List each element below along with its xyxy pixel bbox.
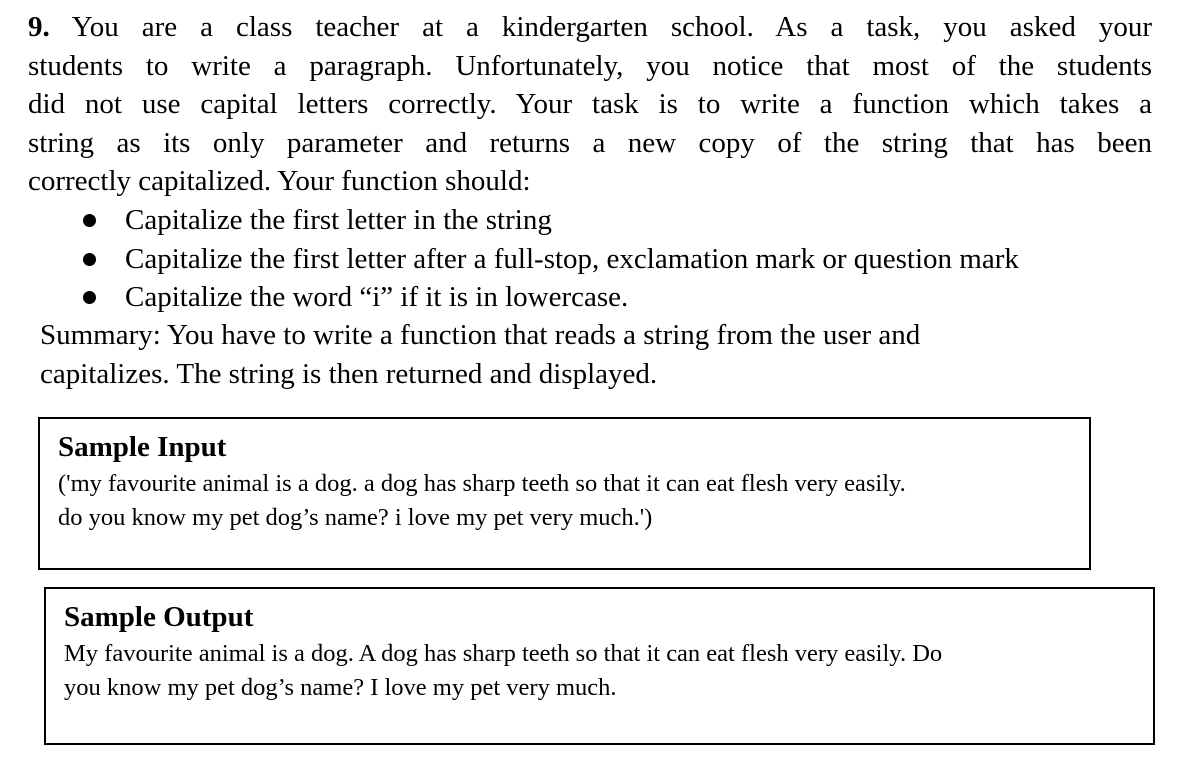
question-line: did not use capital letters correctly. Your task is to write a function which takes a (28, 88, 1152, 120)
sample-input-title: Sample Input (58, 431, 227, 463)
sample-input-box (38, 417, 1091, 570)
sample-input-line: ('my favourite animal is a dog. a dog has sharp teeth so that it can eat flesh very easily. (58, 470, 906, 497)
sample-input-text (58, 467, 1071, 535)
sample-output-line: My favourite animal is a dog. A dog has sharp teeth so that it can eat flesh very easily. Do (64, 640, 943, 667)
sample-output-line: you know my pet dog’s name? I love my pet very much. (64, 674, 617, 701)
sample-output-box (44, 587, 1155, 745)
question-line: correctly capitalized. Your function should: (28, 165, 531, 197)
summary-paragraph (40, 316, 1150, 393)
list-item: Capitalize the first letter after a full-stop, exclamation mark or question mark (80, 240, 1160, 279)
sample-output-text (64, 637, 1135, 705)
bullet-icon (83, 214, 96, 227)
sample-output-title: Sample Output (64, 601, 254, 633)
sample-input-line: do you know my pet dog’s name? i love my pet very much.') (58, 504, 653, 531)
summary-line: Summary: You have to write a function that reads a string from the user and (40, 319, 921, 351)
question-paragraph (28, 8, 1152, 201)
list-item: Capitalize the word “i” if it is in lowercase. (80, 278, 1160, 317)
question-line: students to write a paragraph. Unfortunately, you notice that most of the students (28, 49, 1152, 82)
summary-line: capitalizes. The string is then returned and displayed. (40, 357, 658, 390)
bullet-icon (83, 291, 96, 304)
question-number: 9. (28, 11, 50, 43)
requirements-list (80, 201, 1160, 317)
question-line: 9. You are a class teacher at a kindergarten school. As a task, you asked your (28, 11, 1152, 43)
bullet-icon (83, 253, 96, 266)
question-line: string as its only parameter and returns a new copy of the string that has been (28, 126, 1152, 159)
list-item: Capitalize the first letter in the string (80, 201, 1160, 240)
